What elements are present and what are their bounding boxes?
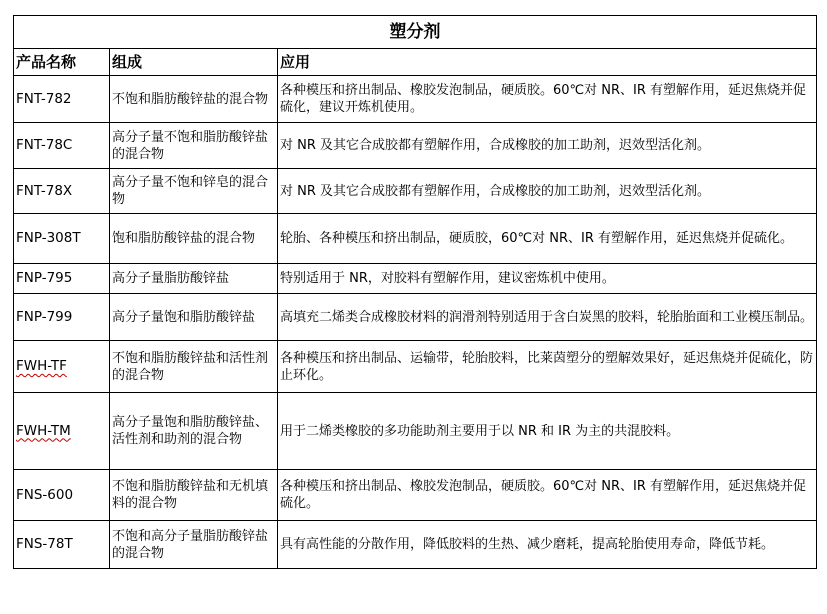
plasticizer-table [13, 15, 817, 569]
table-row [14, 76, 817, 123]
product-composition: 不饱和脂肪酸锌盐的混合物 [110, 76, 278, 123]
table-row [14, 341, 817, 393]
table-row [14, 123, 817, 169]
product-application: 高填充二烯类合成橡胶材料的润滑剂特别适用于含白炭黑的胶料，轮胎胎面和工业模压制品。 [278, 294, 817, 341]
product-code: FNP-308T [14, 214, 110, 264]
product-application: 特别适用于 NR，对胶料有塑解作用，建议密炼机中使用。 [278, 264, 817, 294]
product-code: FWH-TM [14, 393, 110, 470]
header-composition: 组成 [110, 49, 278, 76]
product-composition: 高分子量不饱和脂肪酸锌盐的混合物 [110, 123, 278, 169]
product-application: 用于二烯类橡胶的多功能助剂主要用于以 NR 和 IR 为主的共混胶料。 [278, 393, 817, 470]
product-code: FNS-78T [14, 521, 110, 569]
product-code: FWH-TF [14, 341, 110, 393]
header-row [14, 49, 817, 76]
product-application: 各种模压和挤出制品、运输带，轮胎胶料，比莱茵塑分的塑解效果好，延迟焦烧并促硫化，防止环化。 [278, 341, 817, 393]
table-row [14, 294, 817, 341]
product-composition: 高分子量不饱和锌皂的混合物 [110, 169, 278, 214]
product-application: 对 NR 及其它合成胶都有塑解作用，合成橡胶的加工助剂，迟效型活化剂。 [278, 123, 817, 169]
table-row [14, 521, 817, 569]
product-application: 各种模压和挤出制品、橡胶发泡制品，硬质胶。60℃对 NR、IR 有塑解作用，延迟焦烧并促硫化。 [278, 470, 817, 521]
table-row [14, 214, 817, 264]
product-code: FNT-78C [14, 123, 110, 169]
title-row [14, 16, 817, 49]
header-product-name: 产品名称 [14, 49, 110, 76]
table-row [14, 169, 817, 214]
table-row [14, 393, 817, 470]
table-row [14, 470, 817, 521]
table-title: 塑分剂 [14, 16, 817, 49]
product-application: 轮胎、各种模压和挤出制品，硬质胶，60℃对 NR、IR 有塑解作用，延迟焦烧并促硫化。 [278, 214, 817, 264]
product-code: FNP-799 [14, 294, 110, 341]
product-code: FNT-782 [14, 76, 110, 123]
product-composition: 不饱和脂肪酸锌盐和无机填料的混合物 [110, 470, 278, 521]
product-code: FNS-600 [14, 470, 110, 521]
product-composition: 高分子量饱和脂肪酸锌盐、活性剂和助剂的混合物 [110, 393, 278, 470]
header-application: 应用 [278, 49, 817, 76]
product-application: 各种模压和挤出制品、橡胶发泡制品，硬质胶。60℃对 NR、IR 有塑解作用，延迟焦烧并促硫化，建议开炼机使用。 [278, 76, 817, 123]
product-composition: 高分子量脂肪酸锌盐 [110, 264, 278, 294]
additive-table-sheet [13, 15, 816, 569]
product-code: FNT-78X [14, 169, 110, 214]
product-composition: 不饱和高分子量脂肪酸锌盐的混合物 [110, 521, 278, 569]
table-row [14, 264, 817, 294]
product-composition: 高分子量饱和脂肪酸锌盐 [110, 294, 278, 341]
product-code: FNP-795 [14, 264, 110, 294]
product-application: 对 NR 及其它合成胶都有塑解作用，合成橡胶的加工助剂，迟效型活化剂。 [278, 169, 817, 214]
product-composition: 饱和脂肪酸锌盐的混合物 [110, 214, 278, 264]
product-application: 具有高性能的分散作用，降低胶料的生热、减少磨耗，提高轮胎使用寿命，降低节耗。 [278, 521, 817, 569]
product-composition: 不饱和脂肪酸锌盐和活性剂的混合物 [110, 341, 278, 393]
